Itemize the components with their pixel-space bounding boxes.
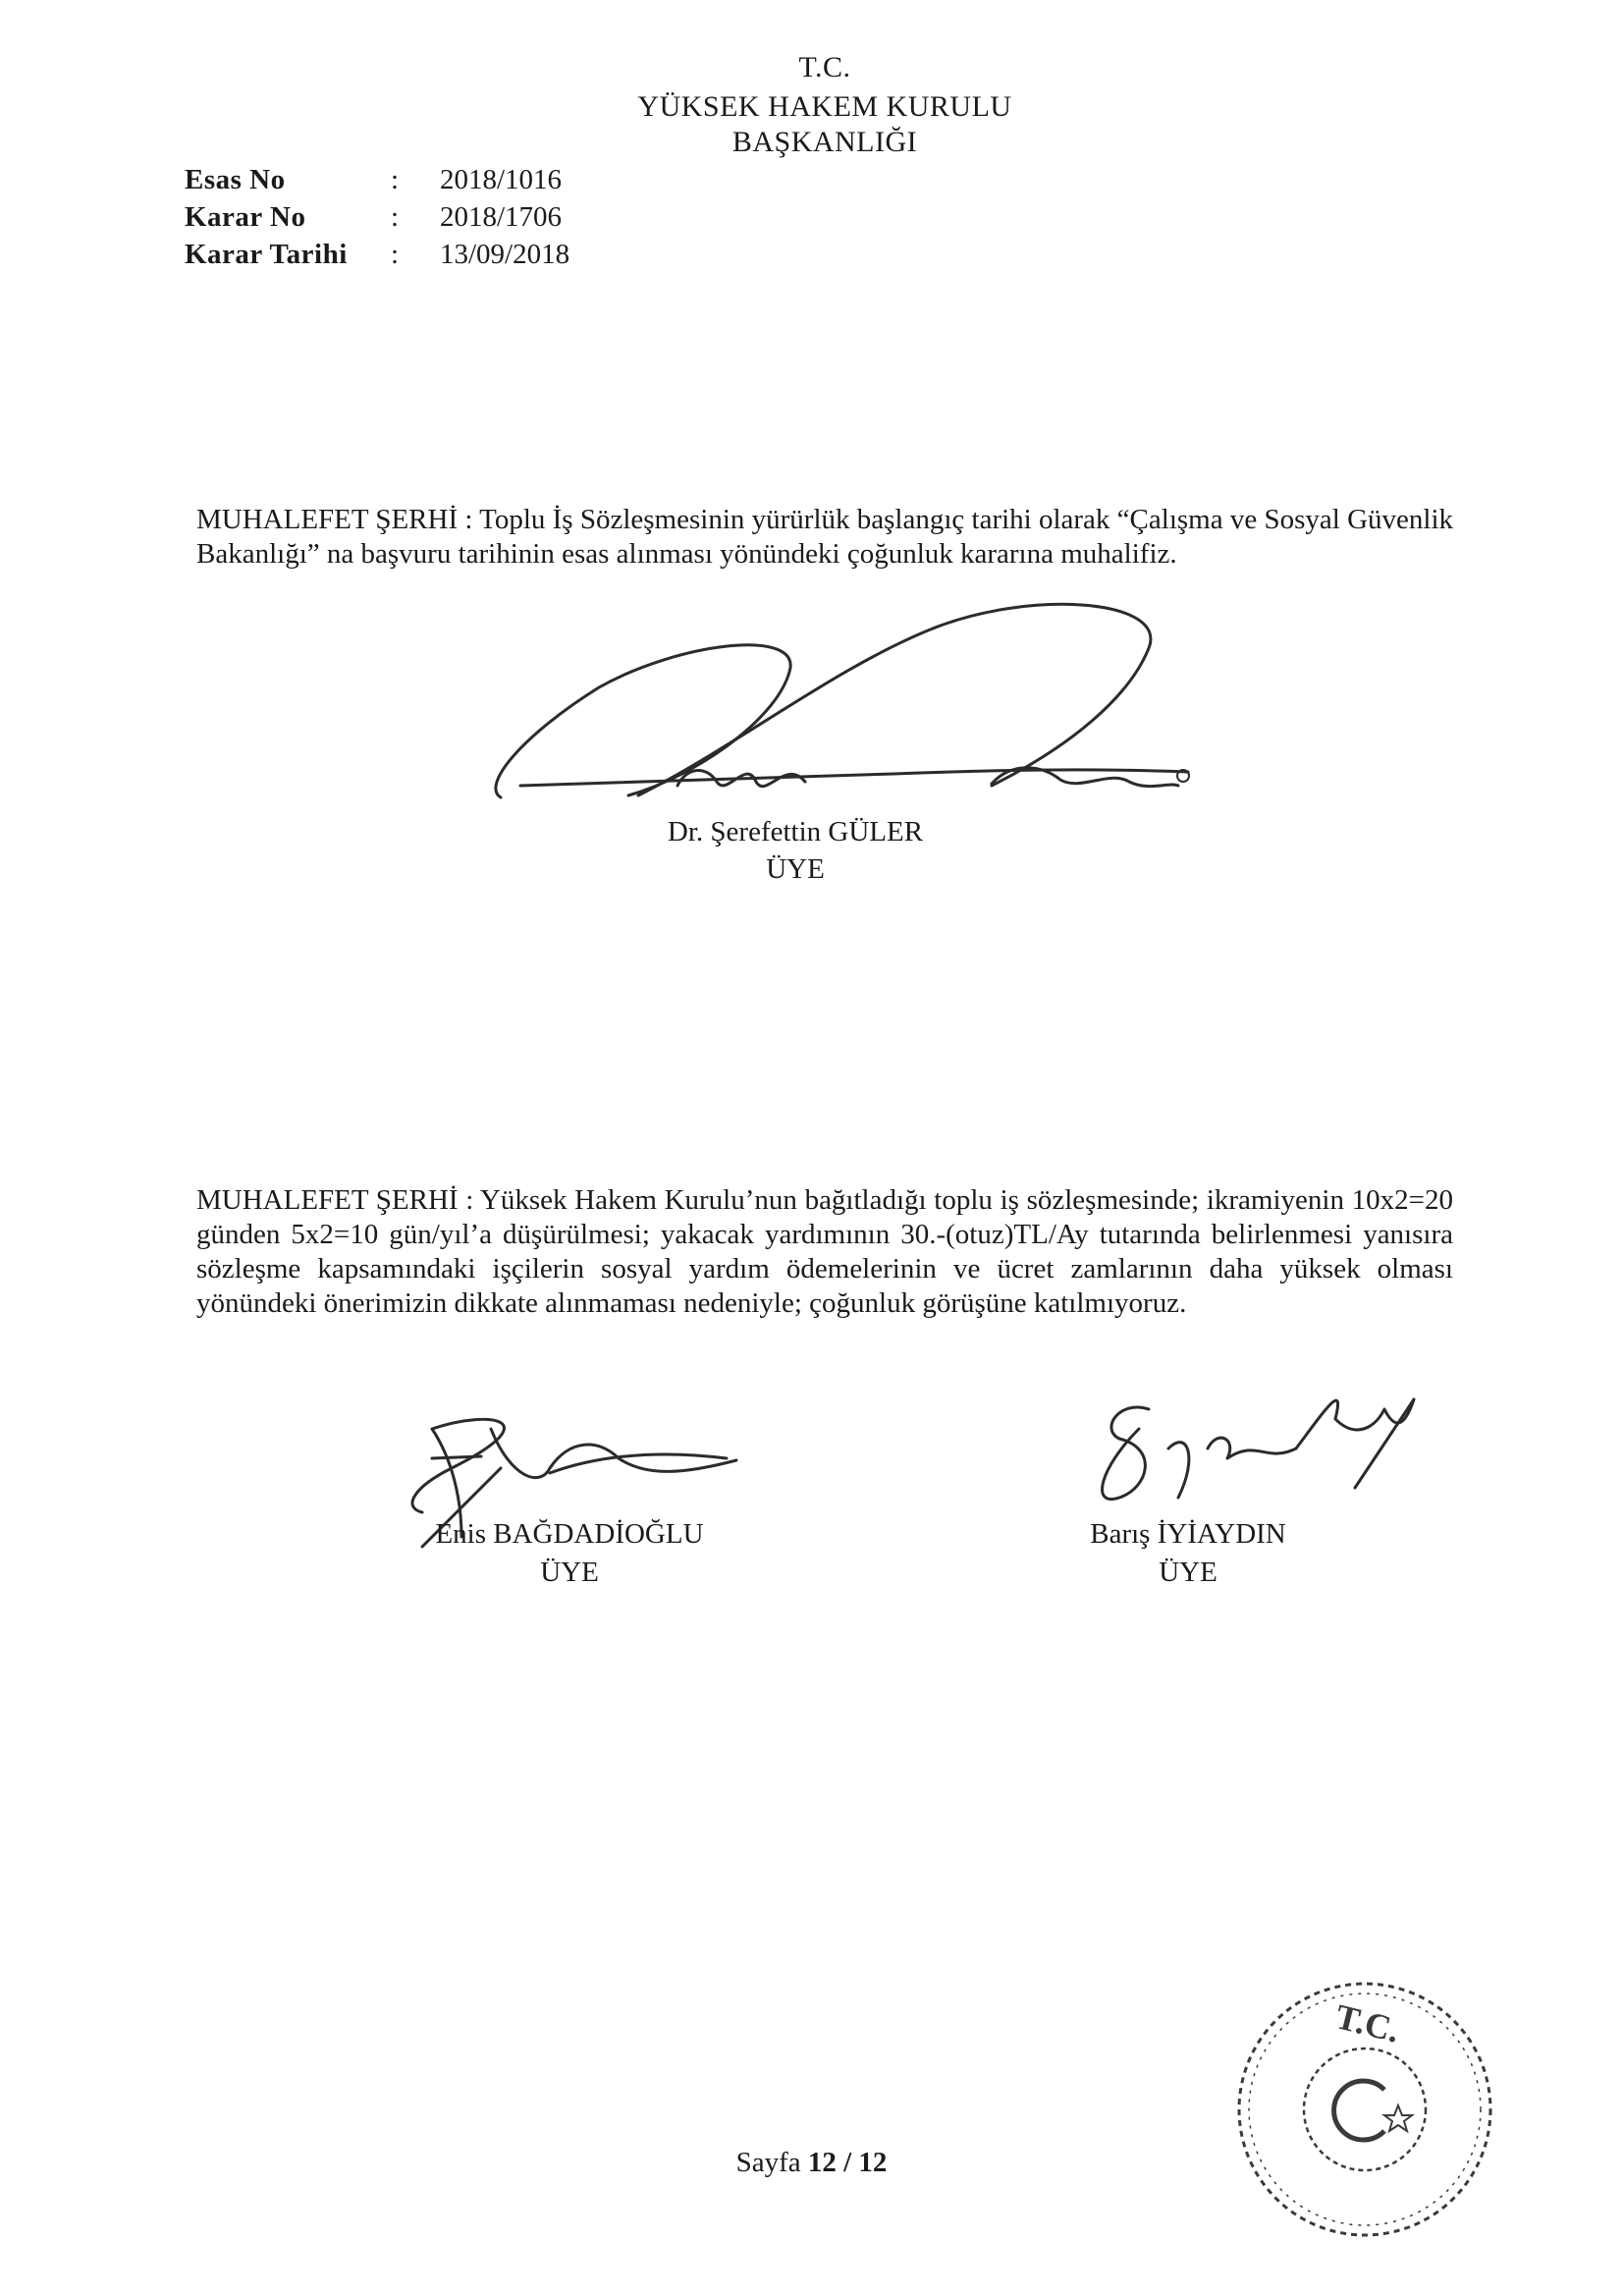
- karar-no-value: 2018/1706: [440, 201, 563, 233]
- page-separator: /: [836, 2147, 859, 2178]
- dissent-paragraph-1: [196, 503, 1453, 572]
- case-meta-row: [185, 198, 569, 236]
- header-line-2: YÜKSEK HAKEM KURULU: [637, 90, 1012, 123]
- page-total: 12: [858, 2147, 888, 2178]
- signature-iyiaydin: [1060, 1370, 1434, 1517]
- meta-colon: :: [391, 239, 400, 270]
- case-meta: [185, 161, 569, 273]
- signer-role-guler: ÜYE: [766, 853, 825, 885]
- stamp-text: T.C.: [1331, 1996, 1404, 2050]
- case-meta-row: [185, 236, 569, 273]
- header-line-1: T.C.: [798, 51, 851, 83]
- dissent-text-2: MUHALEFET ŞERHİ : Yüksek Hakem Kurulu’nun bağıtladığı toplu iş sözleşmesinde; ikramiyenin 10x2=20 günden 5x2=10 gün/yıl’a düşürülmesi; yakacak yardımının 30.-(otuz)TL/Ay tutarında belirlenmesi yanısıra sözleşme kapsamındaki işçilerin sosyal yardım ödemelerinin ve ücret zamlarının daha yüksek olması yönündeki önerimizin dikkate alınmaması nedeniyle; çoğunluk görüşüne katılmıyoruz.: [196, 1184, 1453, 1319]
- dissent-text-1: MUHALEFET ŞERHİ : Toplu İş Sözleşmesinin yürürlük başlangıç tarihi olarak “Çalışma ve Sosyal Güvenlik Bakanlığı” na başvuru tarihinin esas alınması yönündeki çoğunluk kararına muhalifiz.: [196, 504, 1453, 570]
- karar-tarihi-value: 13/09/2018: [440, 239, 570, 270]
- signer-name-bagdadioglu: Enis BAĞDADİOĞLU: [435, 1518, 704, 1550]
- signer-role-iyiaydin: ÜYE: [1159, 1557, 1217, 1588]
- signer-name-guler: Dr. Şerefettin GÜLER: [667, 816, 924, 847]
- karar-no-label: Karar No: [185, 201, 306, 233]
- official-stamp-icon: [1217, 1962, 1512, 2257]
- meta-colon: :: [391, 201, 400, 233]
- signer-role-bagdadioglu: ÜYE: [540, 1557, 599, 1588]
- page-current: 12: [807, 2147, 837, 2178]
- meta-colon: :: [391, 164, 400, 195]
- signer-name-iyiaydin: Barış İYİAYDIN: [1090, 1518, 1286, 1550]
- karar-tarihi-label: Karar Tarihi: [185, 239, 348, 270]
- signature-guler: [481, 589, 1208, 825]
- esas-no-value: 2018/1016: [440, 164, 563, 195]
- case-meta-row: [185, 161, 569, 198]
- header-line-3: BAŞKANLIĞI: [731, 126, 918, 158]
- page-prefix: Sayfa: [735, 2147, 808, 2178]
- page-number: [0, 2147, 1623, 2179]
- esas-no-label: Esas No: [185, 164, 286, 195]
- dissent-paragraph-2: [196, 1183, 1453, 1321]
